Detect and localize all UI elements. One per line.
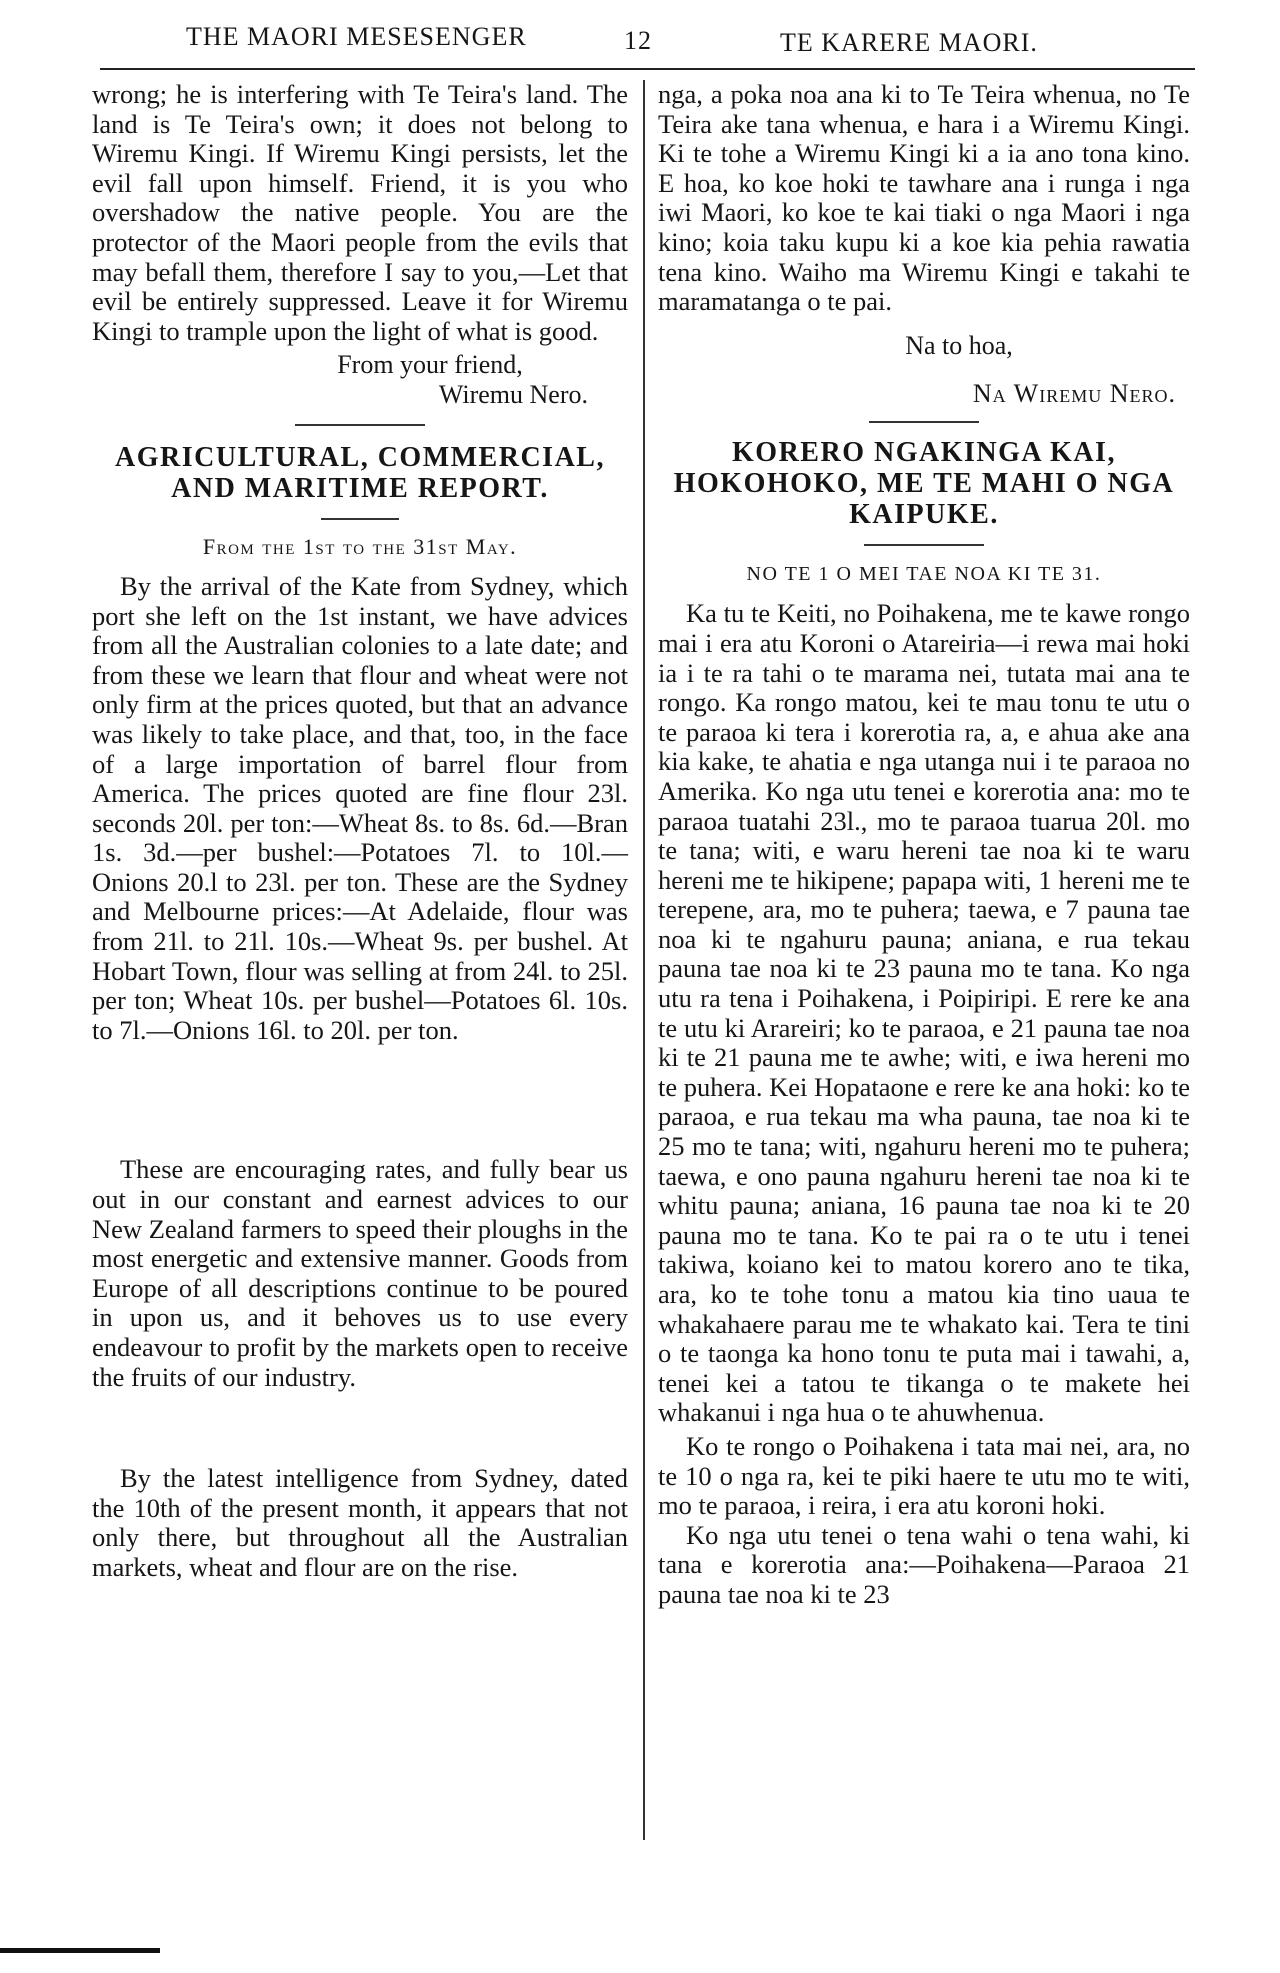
letter-signature: Wiremu Nero.: [438, 380, 588, 410]
masthead: [0, 22, 1280, 62]
letter-signoff-maori: Na to hoa,: [905, 330, 1013, 360]
heading-rule: [321, 518, 399, 520]
heading-rule-maori: [864, 544, 984, 546]
report-paragraph-3-maori: Ko nga utu tenei o tena wahi o tena wahi, ki tana e korerotia ana:—Poihakena—Paraoa 21 pauna tae noa ki te 23: [658, 1519, 1190, 1609]
bottom-edge-rule: [0, 1948, 160, 1953]
maori-column: [658, 80, 1190, 1610]
masthead-maori-title: TE KARERE MAORI.: [780, 28, 1038, 57]
masthead-rule: [100, 68, 1195, 70]
section-rule-maori: [869, 421, 979, 423]
report-dates-maori: NO TE 1 O MEI TAE NOA KI TE 31.: [746, 562, 1102, 585]
column-divider: [643, 80, 645, 1840]
report-heading: AGRICULTURAL, COMMERCIAL, AND MARITIME REPORT.: [115, 442, 605, 505]
report-paragraph-1: By the arrival of the Kate from Sydney, which port she left on the 1st instant, we have advices from all the Australian colonies to a late date; and from these we learn that flour and wheat were not only firm at the prices quoted, but that an advance was likely to take place, and that, too, in the face of a large importation of barrel flour from America. The prices quoted are fine flour 23l. seconds 20l. per ton:—Wheat 8s. to 8s. 6d.—Bran 1s. 3d.—per bushel:—Potatoes 7l. to 10l.—Onions 20.l to 23l. per ton. These are the Sydney and Melbourne prices:—At Adelaide, flour was from 21l. to 21l. 10s.—Wheat 9s. per bushel. At Hobart Town, flour was selling at from 24l. to 25l. per ton; Wheat 10s. per bushel—Potatoes 6l. 10s. to 7l.—Onions 16l. to 20l. per ton.: [92, 570, 628, 1045]
report-paragraph-1-maori: Ka tu te Keiti, no Poihakena, me te kawe rongo mai i era atu Koroni o Atareiria—i rewa mai hoki ia i te ra tahi o te marama nei, tutata mai ana te rongo. Ka rongo matou, kei te mau tonu te utu o te paraoa ki tera i korerotia ra, a, e ahua ake ana kia kake, te ahatia e nga utanga nui i te paraoa no Amerika. Ko nga utu tenei e korerotia ana: mo te paraoa tuatahi 23l., mo te paraoa tuarua 20l. mo te tana; witi, e waru hereni tae noa ki te waru hereni me te hikipene; papapa witi, 1 hereni me te terepene, ara, mo te puhera; taewa, e 7 pauna tae noa ki te ngahuru pauna; aniana, e rua tekau pauna tae noa ki te 23 pauna mo te tana. Ko nga utu ra tena i Poihakena, i Poipiripi. E rere ke ana te utu ki Arareiri; ko te paraoa, e 21 pauna tae noa ki te 21 pauna me te awhe; witi, e iwa hereni mo te puhera. Kei Hopataone e rere ke ana hoki: ko te paraoa, e rua tekau ma wha pauna, tae noa ki te 25 mo te tana; witi, ngahuru hereni mo te puhera; taewa, e ono pauna ngahuru hereni tae noa ki te whitu pauna; aniana, 16 pauna tae noa ki te 20 pauna mo te tana. Ko te pai ra o te utu i tenei takiwa, koiano kei to matou korero ano te tika, ara, ko te tohe tonu a matou kia tino uaua te whakahaere parau me te whakato kai. Tera te tini o te taonga ka hono tonu te puta mai i tawahi, a, tenei kei a tatou te tikanga o te makete hei whakanui i nga hua o te ahuwhenua.: [658, 598, 1190, 1428]
letter-signature-maori: Na Wiremu Nero.: [972, 378, 1176, 408]
report-paragraph-2: These are encouraging rates, and fully bear us out in our constant and earnest advices to our New Zealand farmers to speed their ploughs in the most energetic and extensive manner. Goods from Europe of all descriptions continue to be poured in upon us, and it behoves us to use every endeavour to profit by the markets open to receive the fruits of our industry.: [92, 1154, 628, 1392]
report-paragraph-3: By the latest intelligence from Sydney, dated the 10th of the present month, it appears that not only there, but throughout all the Australian markets, wheat and flour are on the rise.: [92, 1463, 628, 1582]
letter-text-maori: nga, a poka noa ana ki to Te Teira whenua, no Te Teira ake tana whenua, e hara i a Wiremu Kingi. Ki te tohe a Wiremu Kingi ki a ia ano tona kino. E hoa, ko koe hoki te tawhare ana i runga i nga iwi Maori, ko koe te kai tiaki o nga Maori i nga kino; koia taku kupu ki a koe kia pehia rawatia tena kino. Waiho ma Wiremu Kingi e takahi te maramatanga o te pai.: [658, 79, 1190, 317]
masthead-english-title: THE MAORI MESESENGER: [186, 22, 527, 51]
section-rule: [295, 424, 425, 426]
report-heading-maori: KORERO NGAKINGA KAI, HOKOHOKO, ME TE MAHI O NGA KAIPUKE.: [673, 436, 1175, 530]
letter-text: wrong; he is interfering with Te Teira's land. The land is Te Teira's own; it does not belong to Wiremu Kingi. If Wiremu Kingi persists, let the evil fall upon himself. Friend, it is you who overshadow the native people. You are the protector of the Maori people from the evils that may befall them, therefore I say to you,—Let that evil be entirely suppressed. Leave it for Wiremu Kingi to trample upon the light of what is good.: [92, 79, 628, 346]
report-paragraph-2-maori: Ko te rongo o Poihakena i tata mai nei, ara, no te 10 o nga ra, kei te piki haere te utu mo te witi, mo te paraoa, i reira, i era atu koroni hoki.: [658, 1430, 1190, 1521]
english-column: [92, 80, 628, 1583]
report-dates: From the 1st to the 31st May.: [202, 534, 518, 560]
page-number: 12: [624, 26, 652, 55]
letter-signoff: From your friend,: [337, 350, 523, 380]
